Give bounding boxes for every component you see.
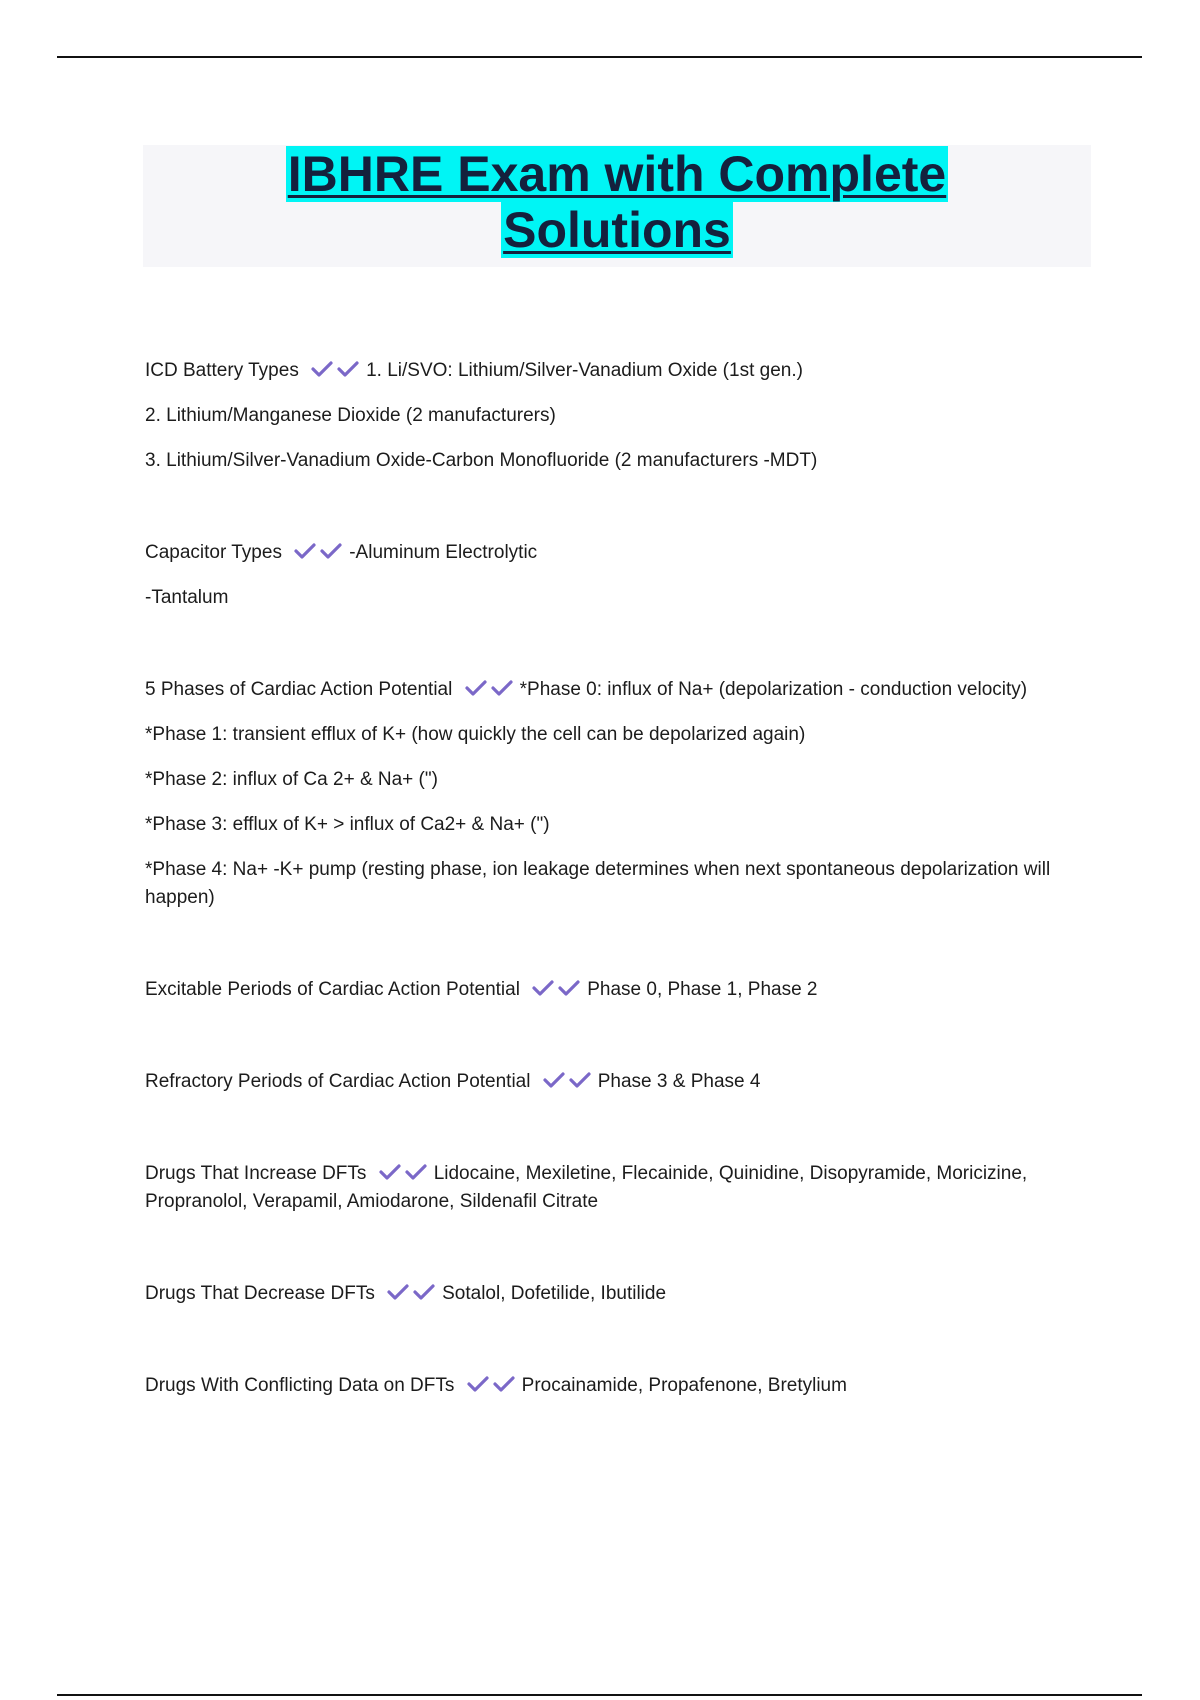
double-check-icon [293,539,345,567]
page-title-line-1: IBHRE Exam with Complete [287,146,947,202]
check-icon [293,541,317,561]
check-icon [386,1282,410,1302]
qa-item-excitable-periods [145,976,1085,1004]
answer-line: -Tantalum [145,587,229,609]
qa-item-capacitor-types [145,539,1085,612]
check-icon [568,1070,592,1090]
answer-line: *Phase 2: influx of Ca 2+ & Na+ (") [145,769,438,791]
check-icon [378,1162,402,1182]
check-icon [464,678,488,698]
check-icon [319,541,343,561]
double-check-icon [310,357,362,385]
check-icon [492,1374,516,1394]
question-text: Drugs With Conflicting Data on DFTs [145,1375,455,1397]
qa-item-drugs-conflicting-dfts [145,1372,1085,1400]
check-icon [531,978,555,998]
answer-text: Procainamide, Propafenone, Bretylium [521,1375,847,1397]
answer-text: 1. Li/SVO: Lithium/Silver-Vanadium Oxide (1st gen.) [366,360,803,382]
check-icon [466,1374,490,1394]
qa-item-drugs-decrease-dfts [145,1280,1085,1308]
qa-item-refractory-periods [145,1068,1085,1096]
qa-line [145,1372,1085,1400]
answer-text: -Aluminum Electrolytic [349,542,538,564]
double-check-icon [542,1068,594,1096]
answer-text: Sotalol, Dofetilide, Ibutilide [442,1283,667,1305]
answer-line: 3. Lithium/Silver-Vanadium Oxide-Carbon Monofluoride (2 manufacturers -MDT) [145,450,818,472]
qa-line [145,1160,1085,1216]
double-check-icon [464,676,516,704]
qa-line [145,1068,1085,1096]
question-text: Refractory Periods of Cardiac Action Potential [145,1071,531,1093]
check-icon [336,359,360,379]
answer-line: *Phase 1: transient efflux of K+ (how quickly the cell can be depolarized again) [145,724,806,746]
qa-line [145,976,1085,1004]
question-text: Drugs That Decrease DFTs [145,1283,375,1305]
question-text: Excitable Periods of Cardiac Action Potential [145,979,520,1001]
question-text: ICD Battery Types [145,360,299,382]
title-block [143,145,1091,267]
double-check-icon [466,1372,518,1400]
check-icon [557,978,581,998]
qa-item-drugs-increase-dfts [145,1160,1085,1216]
qa-item-icd-battery-types [145,357,1085,475]
question-text: 5 Phases of Cardiac Action Potential [145,679,453,701]
qa-content [145,357,1085,1417]
double-check-icon [531,976,583,1004]
answer-line: *Phase 4: Na+ -K+ pump (resting phase, ion leakage determines when next spontaneous depolarization will happen) [145,859,1051,909]
qa-line [145,1280,1085,1308]
page-title-line-2: Solutions [503,202,731,258]
bottom-rule [57,1694,1142,1696]
answer-line: *Phase 3: efflux of K+ > influx of Ca2+ & Na+ (") [145,814,550,836]
qa-line [145,357,1085,385]
qa-line [145,539,1085,567]
question-text: Drugs That Increase DFTs [145,1163,367,1185]
check-icon [490,678,514,698]
answer-text: Phase 0, Phase 1, Phase 2 [587,979,818,1001]
answer-line: 2. Lithium/Manganese Dioxide (2 manufacturers) [145,405,556,427]
question-text: Capacitor Types [145,542,282,564]
double-check-icon [378,1160,430,1188]
top-rule [57,56,1142,58]
check-icon [412,1282,436,1302]
check-icon [310,359,334,379]
double-check-icon [386,1280,438,1308]
qa-item-action-potential-phases [145,676,1085,912]
check-icon [542,1070,566,1090]
answer-text: Lidocaine, Mexiletine, Flecainide, Quinidine, Disopyramide, Moricizine, Propranolol, Verapamil, Amiodarone, Sildenafil Citrate [145,1163,1028,1213]
answer-text: *Phase 0: influx of Na+ (depolarization - conduction velocity) [519,679,1028,701]
check-icon [404,1162,428,1182]
qa-line [145,676,1085,704]
answer-text: Phase 3 & Phase 4 [597,1071,761,1093]
